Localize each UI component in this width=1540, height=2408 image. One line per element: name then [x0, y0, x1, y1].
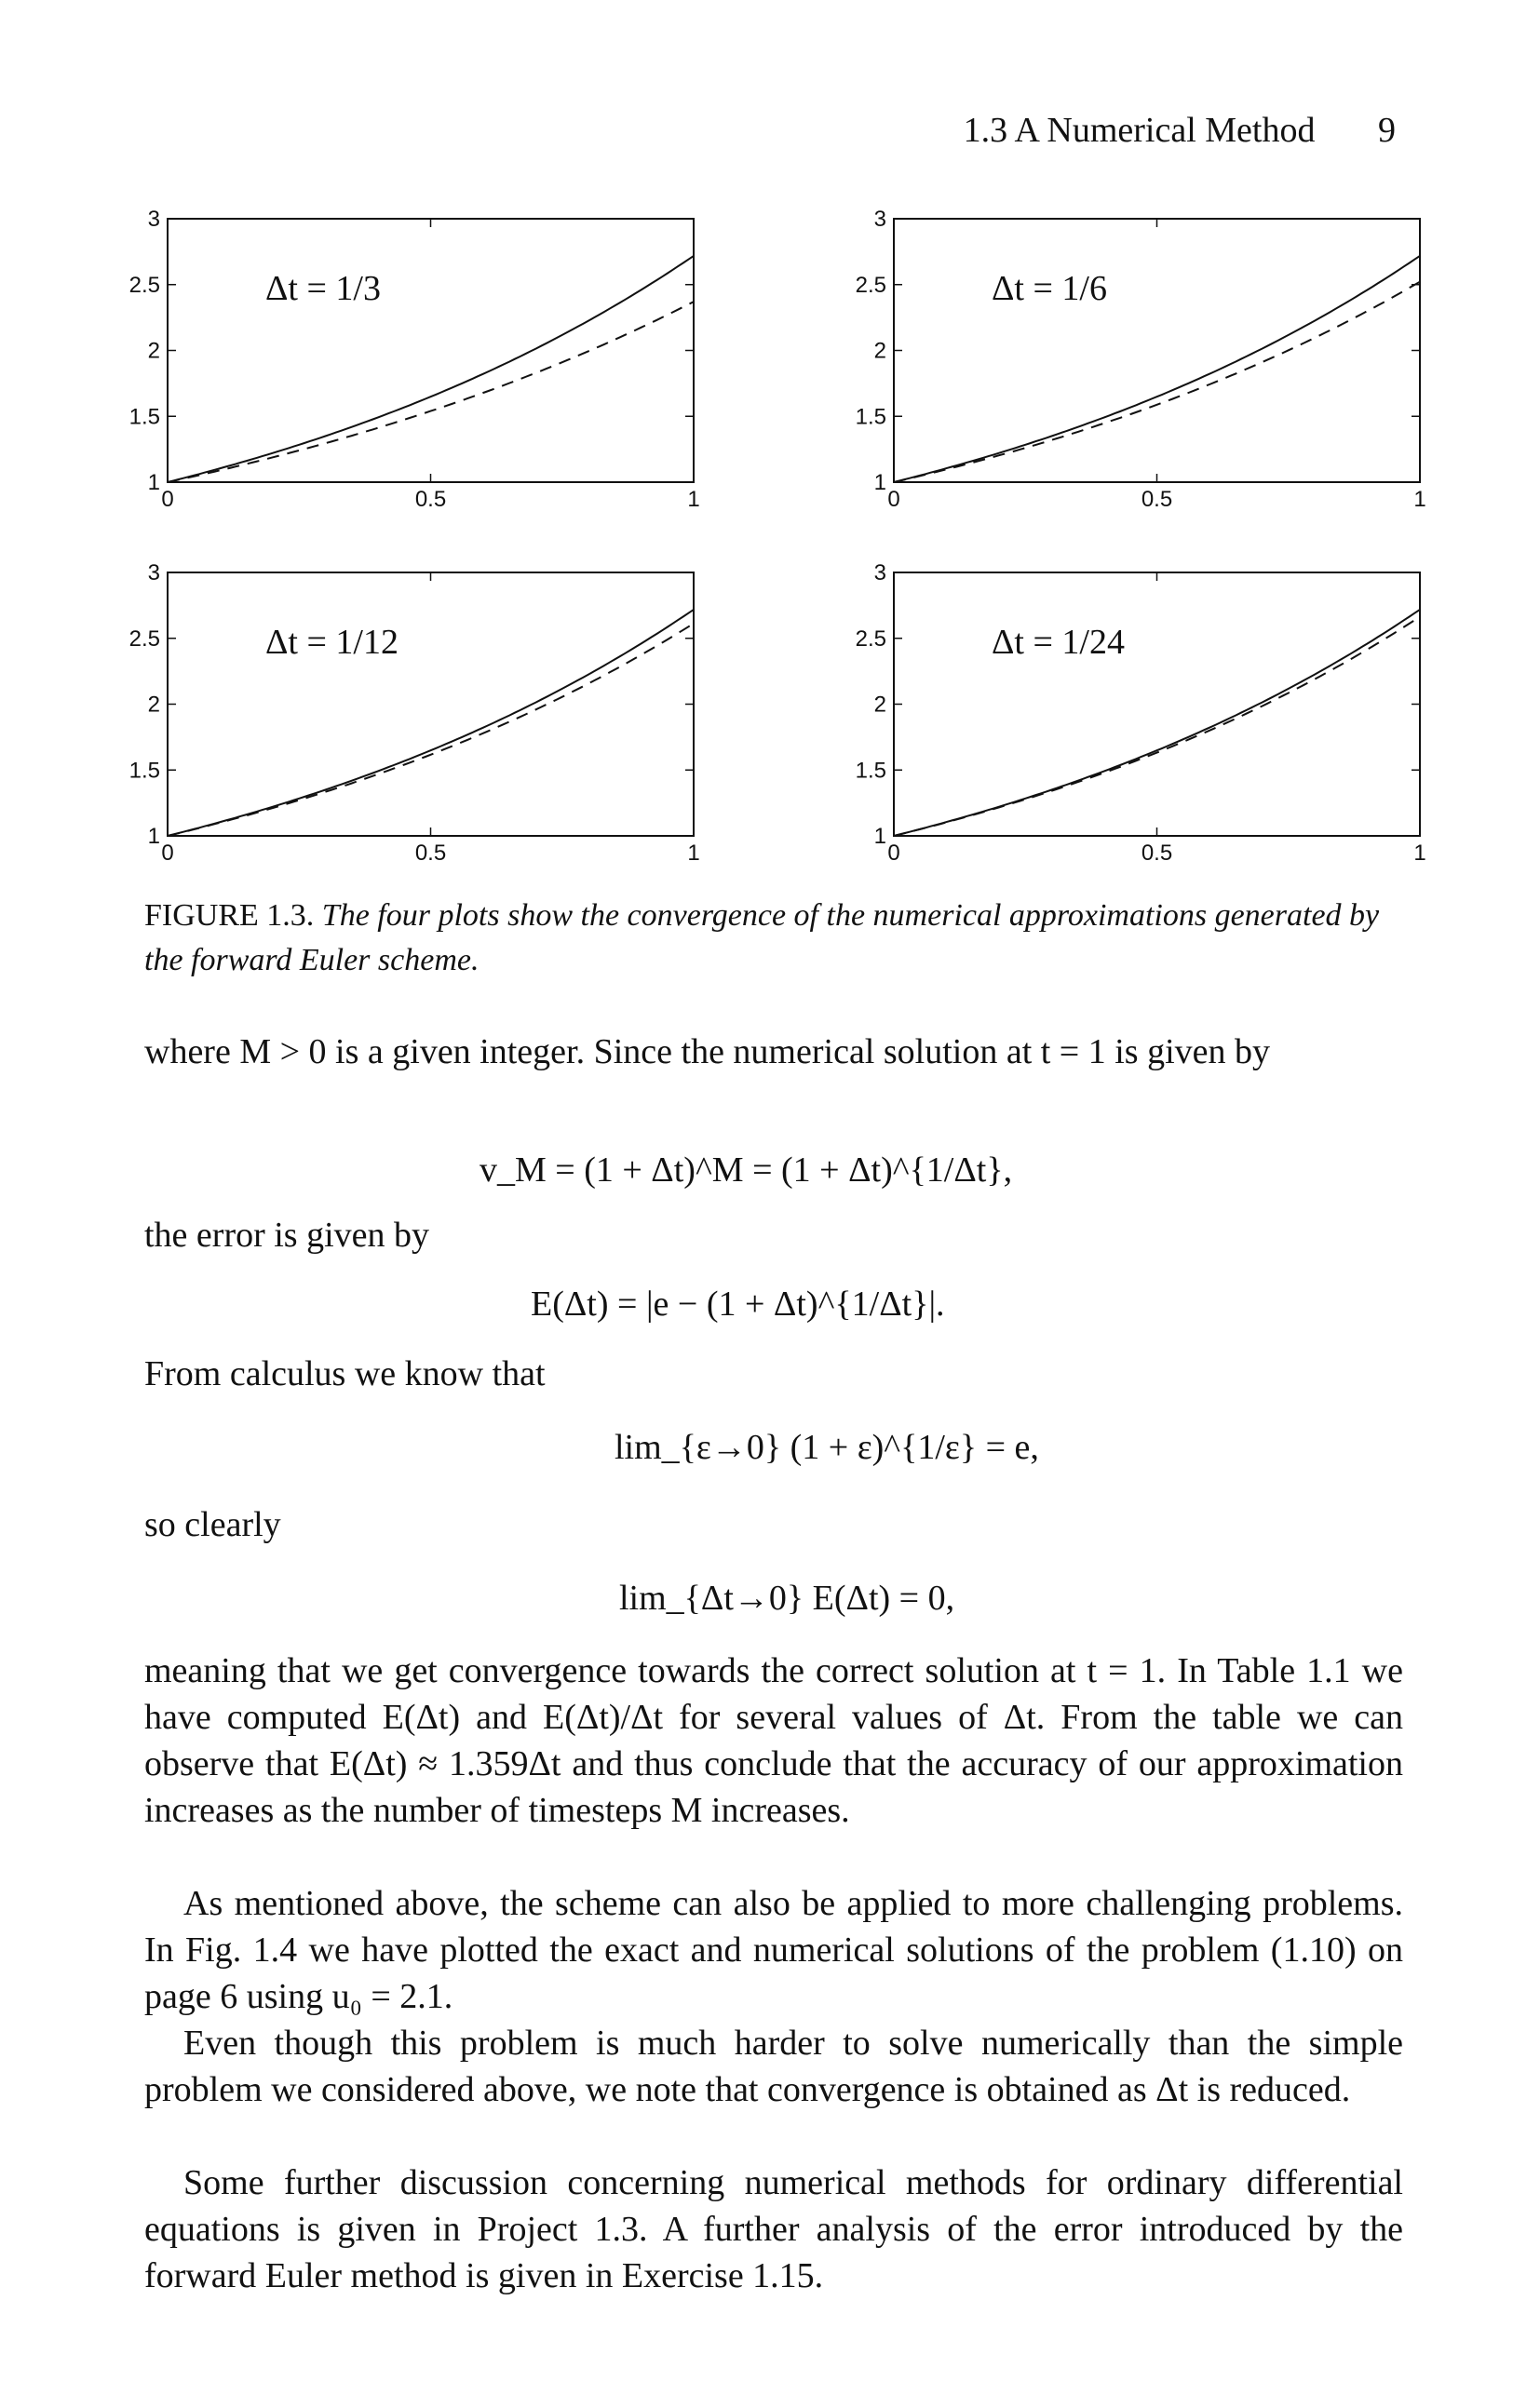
y-tick-label: 1 [873, 824, 886, 849]
y-tick-label: 2 [147, 692, 160, 718]
y-tick-label: 2.5 [855, 626, 886, 652]
equation-error-text: E(Δt) = |e − (1 + Δt)^{1/Δt}|. [531, 1285, 945, 1324]
equation-limit-e-text: lim_{ε→0} (1 + ε)^{1/ε} = e, [615, 1428, 1039, 1467]
x-tick-label: 0 [887, 841, 900, 866]
y-tick-label: 2.5 [128, 272, 160, 298]
y-tick-label: 2 [147, 338, 160, 364]
equation-limit-error [619, 1575, 954, 1621]
paragraph-8: Some further discussion concerning numerical methods for ordinary differential equations is given in Project 1.3. A further analysis of the error introduced by the forward Euler method is given in Exercise 1.15. [144, 2163, 1403, 2295]
paragraph-3: From calculus we know that [144, 1354, 546, 1393]
section-title: 1.3 A Numerical Method [963, 111, 1316, 150]
equation-vm [480, 1147, 1012, 1193]
plot-label-dt: Δt = 1/6 [992, 269, 1107, 308]
paragraph-5: meaning that we get convergence towards the correct solution at t = 1. In Table 1.1 we have computed E(Δt) and E(Δt)/Δt for several values of Δt. From the table we can observe that E(Δt) ≈ 1.359Δt and thus conclude that the accuracy of our approximation increases as the number of timesteps M increases. [144, 1651, 1403, 1830]
y-tick-label: 1.5 [855, 404, 886, 430]
x-tick-label: 0.5 [414, 487, 447, 512]
figure-caption [144, 894, 1403, 983]
series-line-exact-solution-e-t [168, 256, 694, 482]
y-tick-label: 3 [147, 207, 160, 232]
y-tick-label: 1 [873, 470, 886, 495]
paragraph-4: so clearly [144, 1505, 281, 1544]
running-header [964, 110, 1396, 151]
y-tick-label: 2 [873, 692, 886, 718]
page-number: 9 [1378, 111, 1396, 150]
y-tick-label: 1 [147, 824, 160, 849]
paragraph-7: Even though this problem is much harder to solve numerically than the simple problem we considered above, we note that convergence is obtained as Δt is reduced. [144, 2024, 1403, 2109]
plot-label-dt: Δt = 1/12 [265, 623, 399, 662]
plot-frame [894, 219, 1420, 482]
plot-label-dt: Δt = 1/3 [265, 269, 381, 308]
y-tick-label: 3 [873, 207, 886, 232]
y-tick-label: 1.5 [855, 758, 886, 784]
y-tick-label: 1.5 [128, 758, 160, 784]
series-line-exact-solution-e-t [894, 610, 1420, 836]
figure-1-3 [93, 195, 1452, 875]
paragraph-1: where M > 0 is a given integer. Since the numerical solution at t = 1 is given by [144, 1032, 1271, 1071]
series-line-forward-euler [894, 617, 1420, 836]
equation-error [531, 1281, 945, 1327]
plot-frame [894, 572, 1420, 836]
caption-text: The four plots show the convergence of the numerical approximations generated by the forward Euler scheme. [144, 898, 1380, 977]
equation-vm-text: v_M = (1 + Δt)^M = (1 + Δt)^{1/Δt}, [480, 1150, 1013, 1190]
y-tick-label: 1.5 [128, 404, 160, 430]
y-tick-label: 3 [873, 560, 886, 585]
y-tick-label: 2.5 [128, 626, 160, 652]
series-line-forward-euler [168, 624, 694, 836]
y-tick-label: 2.5 [855, 272, 886, 298]
x-tick-label: 0 [887, 487, 900, 512]
series-line-forward-euler [894, 282, 1420, 482]
x-tick-label: 0 [161, 487, 174, 512]
x-tick-label: 0.5 [1141, 487, 1173, 512]
series-line-exact-solution-e-t [894, 256, 1420, 482]
y-tick-label: 3 [147, 560, 160, 585]
series-line-forward-euler [168, 302, 694, 482]
convergence-plots [93, 195, 1452, 875]
equation-limit-error-text: lim_{Δt→0} E(Δt) = 0, [619, 1579, 955, 1618]
x-tick-label: 1 [1413, 487, 1426, 512]
y-tick-label: 1 [147, 470, 160, 495]
x-tick-label: 1 [1413, 841, 1426, 866]
paragraph-2: the error is given by [144, 1216, 430, 1255]
x-tick-label: 0.5 [1141, 841, 1173, 866]
equation-limit-e [615, 1424, 1039, 1471]
series-line-exact-solution-e-t [168, 610, 694, 836]
y-tick-label: 2 [873, 338, 886, 364]
x-tick-label: 0 [161, 841, 174, 866]
x-tick-label: 1 [687, 841, 700, 866]
caption-label: FIGURE 1.3. [144, 898, 315, 933]
x-tick-label: 1 [687, 487, 700, 512]
paragraph-6: As mentioned above, the scheme can also be applied to more challenging problems. In Fig. 1.4 we have plotted the exact and numerical solutions of the problem (1.10) on page 6 using u₀ = 2.1. [144, 1884, 1403, 2016]
plot-label-dt: Δt = 1/24 [992, 623, 1125, 662]
plot-frame [168, 219, 694, 482]
plot-frame [168, 572, 694, 836]
x-tick-label: 0.5 [414, 841, 447, 866]
